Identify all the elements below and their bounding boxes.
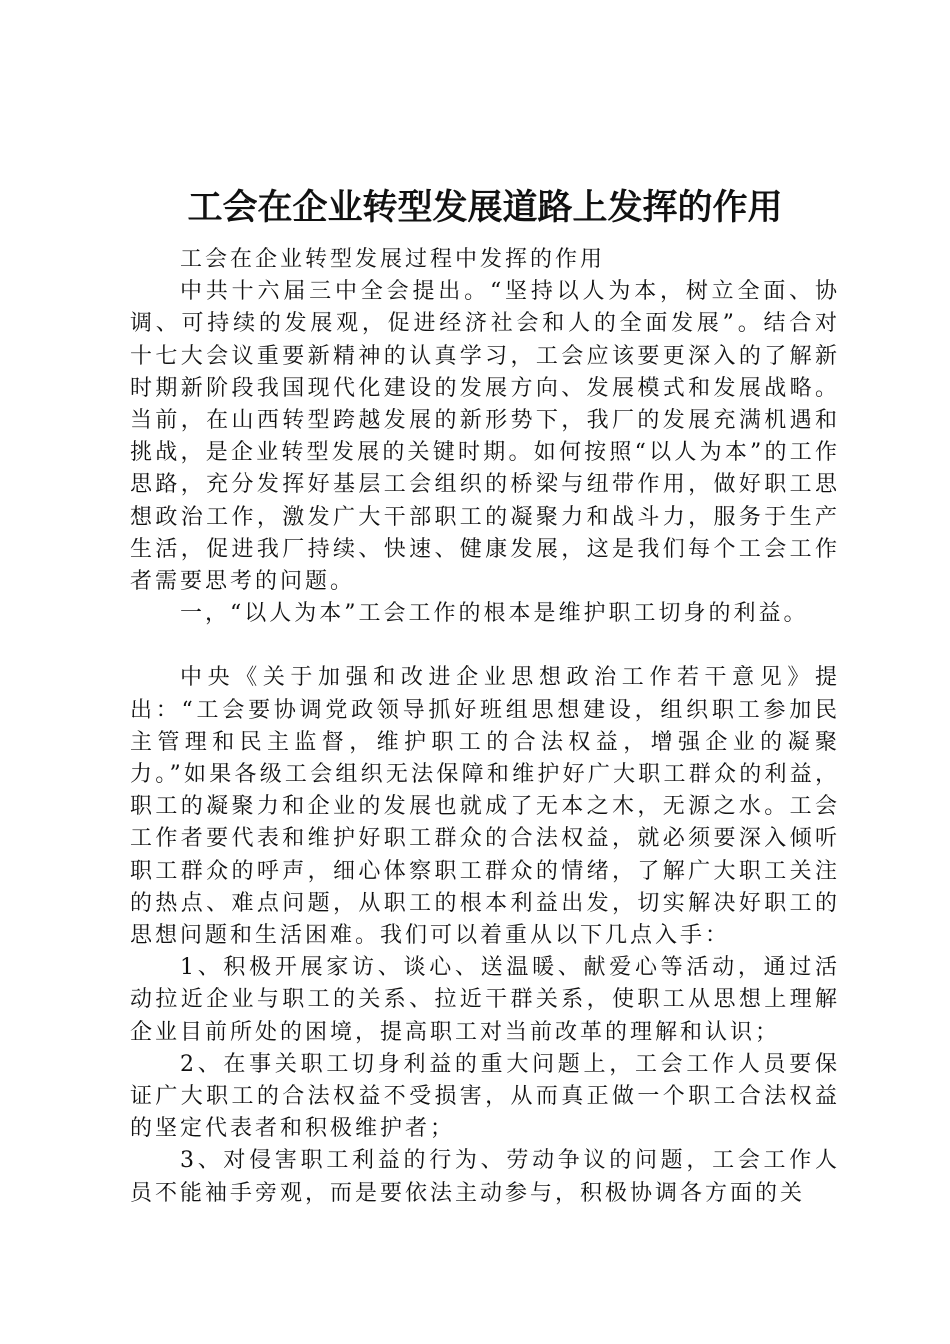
paragraph-intro: 中共十六届三中全会提出。“坚持以人为本，树立全面、协调、可持续的发展观，促进经济社会和人的全面发展”。结合对十七大会议重要新精神的认真学习，工会应该要更深入的了解新时期新阶段我国现代化建设的发展方向、发展模式和发展战略。当前，在山西转型跨越发展的新形势下，我厂的发展充满机遇和挑战，是企业转型发展的关键时期。如何按照“以人为本”的工作思路，充分发挥好基层工会组织的桥梁与纽带作用，做好职工思想政治工作，激发广大干部职工的凝聚力和战斗力，服务于生产生活，促进我厂持续、快速、健康发展，这是我们每个工会工作者需要思考的问题。: [130, 279, 840, 595]
paragraph-section-1-body: 中央《关于加强和改进企业思想政治工作若干意见》提出：“工会要协调党政领导抓好班组思想建设，组织职工参加民主管理和民主监督，维护职工的合法权益，增强企业的凝聚力。”如果各级工会组织无法保障和维护好广大职工群众的利益，职工的凝聚力和企业的发展也就成了无本之木，无源之水。工会工作者要代表和维护好职工群众的合法权益，就必须要深入倾听职工群众的呼声，细心体察职工群众的情绪，了解广大职工关注的热点、难点问题，从职工的根本利益出发，切实解决好职工的思想问题和生活困难。我们可以着重从以下几点入手：: [130, 665, 840, 949]
paragraph-subtitle: 工会在企业转型发展过程中发挥的作用: [180, 247, 606, 272]
list-item-3: 3、对侵害职工利益的行为、劳动争议的问题，工会工作人员不能袖手旁观，而是要依法主动参与，积极协调各方面的关: [130, 1148, 840, 1206]
document-page: [130, 180, 840, 1210]
section-heading-1: 一，“以人为本”工会工作的根本是维护职工切身的利益。: [180, 601, 809, 627]
paragraph-gap: [130, 630, 840, 662]
list-item-2: 2、在事关职工切身利益的重大问题上，工会工作人员要保证广大职工的合法权益不受损害，从而真正做一个职工合法权益的坚定代表者和积极维护者；: [130, 1051, 840, 1142]
list-item-1: 1、积极开展家访、谈心、送温暖、献爱心等活动，通过活动拉近企业与职工的关系、拉近干群关系，使职工从思想上理解企业目前所处的困境，提高职工对当前改革的理解和认识；: [130, 955, 840, 1045]
document-title: 工会在企业转型发展道路上发挥的作用: [187, 188, 783, 228]
